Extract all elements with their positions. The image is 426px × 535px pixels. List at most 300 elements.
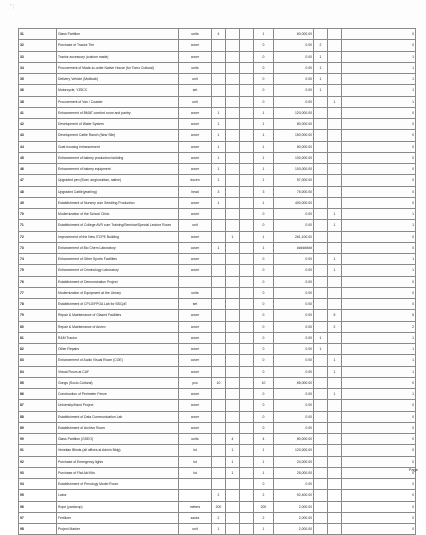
flag-x-cell	[314, 490, 328, 501]
flag-x-cell	[314, 197, 328, 208]
flag-y-cell	[328, 400, 342, 411]
table-row	[19, 389, 416, 400]
blank-cell	[240, 299, 254, 310]
row-number-cell: 84	[19, 366, 57, 377]
quantity-cell	[212, 265, 226, 276]
blank-cell	[240, 254, 254, 265]
quantity-cell	[212, 389, 226, 400]
remaining-cell: 1	[342, 96, 416, 107]
cost-cell: 100,000.00	[274, 164, 314, 175]
flag-x-cell: 1	[314, 344, 328, 355]
remaining-cell: 0	[342, 512, 416, 523]
item-description-cell: Other Repairs	[57, 344, 179, 355]
quantity-cell	[212, 51, 226, 62]
quantity-alt-cell	[226, 209, 240, 220]
table-row	[19, 467, 416, 478]
blank-cell	[240, 62, 254, 73]
quantity-alt-cell	[226, 220, 240, 231]
row-number-cell: 88	[19, 411, 57, 422]
row-number-cell: 77	[19, 287, 57, 298]
flag-y-cell	[328, 299, 342, 310]
total-quantity-cell: 0	[254, 85, 274, 96]
row-number-cell: 71	[19, 220, 57, 231]
item-description-cell: Upgraded Cattle(yearling)	[57, 186, 179, 197]
remaining-cell: 0	[342, 377, 416, 388]
flag-y-cell	[328, 479, 342, 490]
table-row	[19, 242, 416, 253]
cost-cell: 0.00	[274, 96, 314, 107]
row-number-cell: 43	[19, 130, 57, 141]
flag-x-cell: 1	[314, 62, 328, 73]
total-quantity-cell: 1	[254, 524, 274, 535]
flag-y-cell	[328, 411, 342, 422]
blank-cell	[240, 524, 254, 535]
unit-cell: cover	[179, 231, 212, 242]
flag-y-cell	[328, 62, 342, 73]
flag-y-cell	[328, 152, 342, 163]
table-row	[19, 512, 416, 523]
row-number-cell: 92	[19, 456, 57, 467]
cost-cell: 0.00	[274, 51, 314, 62]
item-description-cell: Purchase of Emergency lights	[57, 456, 179, 467]
flag-y-cell	[328, 175, 342, 186]
item-description-cell: Project Marker	[57, 524, 179, 535]
quantity-cell	[212, 40, 226, 51]
item-description-cell: Modernization of Equipment at the Library	[57, 287, 179, 298]
table-row	[19, 141, 416, 152]
item-description-cell: Purchase of Flat Aid Kits	[57, 467, 179, 478]
flag-x-cell	[314, 445, 328, 456]
item-description-cell: Enhancement of bakery production building	[57, 152, 179, 163]
total-quantity-cell: 2	[254, 490, 274, 501]
quantity-cell: 3	[212, 186, 226, 197]
corner-mark: “ ;	[10, 4, 15, 10]
table-row	[19, 265, 416, 276]
spreadsheet-table	[18, 28, 416, 535]
total-quantity-cell: 3	[254, 186, 274, 197]
unit-cell: cover	[179, 355, 212, 366]
blank-cell	[240, 265, 254, 276]
remaining-cell: 0	[342, 411, 416, 422]
row-number-cell: 74	[19, 254, 57, 265]
quantity-alt-cell	[226, 186, 240, 197]
row-number-cell: 94	[19, 479, 57, 490]
table-row	[19, 479, 416, 490]
remaining-cell: 0	[342, 445, 416, 456]
row-number-cell: 42	[19, 119, 57, 130]
item-description-cell: Purchase of Tractor Tire	[57, 40, 179, 51]
flag-x-cell: 2	[314, 40, 328, 51]
blank-cell	[240, 422, 254, 433]
blank-cell	[240, 119, 254, 130]
cost-cell: 65,000.00	[274, 377, 314, 388]
flag-y-cell: 1	[328, 389, 342, 400]
table-row	[19, 355, 416, 366]
unit-cell: unit	[179, 74, 212, 85]
flag-y-cell	[328, 29, 342, 40]
row-number-cell: 31	[19, 29, 57, 40]
total-quantity-cell: 0	[254, 51, 274, 62]
table-row	[19, 377, 416, 388]
cost-cell: 92,400.00	[274, 490, 314, 501]
total-quantity-cell: 1	[254, 130, 274, 141]
table-row	[19, 434, 416, 445]
row-number-cell: 81	[19, 332, 57, 343]
row-number-cell: 82	[19, 344, 57, 355]
flag-x-cell	[314, 265, 328, 276]
flag-y-cell	[328, 377, 342, 388]
unit-cell: cover	[179, 310, 212, 321]
unit-cell: cover	[179, 254, 212, 265]
quantity-cell	[212, 276, 226, 287]
cost-cell: 57,000.00	[274, 175, 314, 186]
flag-x-cell	[314, 366, 328, 377]
flag-y-cell	[328, 287, 342, 298]
quantity-cell	[212, 411, 226, 422]
flag-y-cell	[328, 242, 342, 253]
cost-cell: 0.00	[274, 310, 314, 321]
remaining-cell: 0	[342, 299, 416, 310]
remaining-cell: 0	[342, 479, 416, 490]
unit-cell: cover	[179, 411, 212, 422]
flag-y-cell	[328, 344, 342, 355]
row-number-cell: 33	[19, 51, 57, 62]
quantity-cell	[212, 355, 226, 366]
unit-cell: cover	[179, 209, 212, 220]
cost-cell: 0.00	[274, 40, 314, 51]
row-number-cell: 76	[19, 276, 57, 287]
unit-cell: pcs	[179, 377, 212, 388]
blank-cell	[240, 479, 254, 490]
row-number-cell: 85	[19, 377, 57, 388]
remaining-cell: 0	[342, 400, 416, 411]
quantity-alt-cell	[226, 287, 240, 298]
remaining-cell: 0	[342, 164, 416, 175]
unit-cell: unit	[179, 220, 212, 231]
total-quantity-cell: 0	[254, 254, 274, 265]
unit-cell: cover	[179, 242, 212, 253]
quantity-cell	[212, 344, 226, 355]
total-quantity-cell: 0	[254, 422, 274, 433]
unit-cell: cover	[179, 344, 212, 355]
remaining-cell: 0	[342, 175, 416, 186]
unit-cell: unit	[179, 96, 212, 107]
flag-y-cell	[328, 74, 342, 85]
row-number-cell: 45	[19, 152, 57, 163]
total-quantity-cell: 0	[254, 299, 274, 310]
blank-cell	[240, 445, 254, 456]
remaining-cell: 0	[342, 197, 416, 208]
item-description-cell: Procurement of Van / Coaster	[57, 96, 179, 107]
item-description-cell: Establishment of College AVR cum Training/Seminar/Special Lecture Room	[57, 220, 179, 231]
blank-cell	[240, 74, 254, 85]
total-quantity-cell: 0	[254, 220, 274, 231]
flag-x-cell: 1	[314, 332, 328, 343]
quantity-cell: 1	[212, 164, 226, 175]
quantity-alt-cell	[226, 422, 240, 433]
blank-cell	[240, 276, 254, 287]
blank-cell	[240, 29, 254, 40]
table-row	[19, 490, 416, 501]
unit-cell: lot	[179, 456, 212, 467]
cost-cell: 0.00	[274, 85, 314, 96]
quantity-alt-cell	[226, 344, 240, 355]
flag-y-cell	[328, 85, 342, 96]
unit-cell: set	[179, 299, 212, 310]
row-number-cell: 34	[19, 62, 57, 73]
flag-y-cell: 1	[328, 265, 342, 276]
quantity-alt-cell	[226, 197, 240, 208]
cost-cell: 0.00	[274, 400, 314, 411]
blank-cell	[240, 321, 254, 332]
cost-cell: 0.00	[274, 332, 314, 343]
flag-x-cell	[314, 164, 328, 175]
remaining-cell: 1	[342, 85, 416, 96]
total-quantity-cell: 0	[254, 411, 274, 422]
quantity-cell	[212, 96, 226, 107]
quantity-cell	[212, 231, 226, 242]
table-row	[19, 175, 416, 186]
flag-y-cell	[328, 501, 342, 512]
item-description-cell: Virtual Room at CAF	[57, 366, 179, 377]
total-quantity-cell: 1	[254, 164, 274, 175]
blank-cell	[240, 197, 254, 208]
flag-x-cell	[314, 422, 328, 433]
quantity-cell	[212, 299, 226, 310]
row-number-cell: 75	[19, 265, 57, 276]
unit-cell: cover	[179, 51, 212, 62]
flag-x-cell	[314, 119, 328, 130]
item-description-cell: Establishment of Archive Room	[57, 422, 179, 433]
quantity-cell	[212, 220, 226, 231]
item-description-cell: Development of Water System	[57, 119, 179, 130]
flag-x-cell	[314, 107, 328, 118]
table-row	[19, 107, 416, 118]
flag-y-cell	[328, 445, 342, 456]
unit-cell: unit	[179, 524, 212, 535]
total-quantity-cell: 0	[254, 355, 274, 366]
total-quantity-cell: 10	[254, 377, 274, 388]
item-description-cell: University/Hand Project	[57, 400, 179, 411]
quantity-cell: 1	[212, 175, 226, 186]
item-description-cell: Construction of Perimeter Fence	[57, 389, 179, 400]
table-row	[19, 276, 416, 287]
remaining-cell: 1	[342, 209, 416, 220]
total-quantity-cell: 0	[254, 40, 274, 51]
flag-y-cell	[328, 119, 342, 130]
cost-cell: 80,000.00	[274, 119, 314, 130]
quantity-alt-cell	[226, 152, 240, 163]
table-row	[19, 445, 416, 456]
blank-cell	[240, 85, 254, 96]
blank-cell	[240, 400, 254, 411]
remaining-cell: 1	[342, 389, 416, 400]
unit-cell: sacks	[179, 512, 212, 523]
remaining-cell: 0	[342, 107, 416, 118]
table-row	[19, 366, 416, 377]
total-quantity-cell: 4	[254, 434, 274, 445]
item-description-cell: Gongs (Socio-Cultural)	[57, 377, 179, 388]
flag-y-cell	[328, 186, 342, 197]
quantity-alt-cell	[226, 164, 240, 175]
remaining-cell: 1	[342, 220, 416, 231]
total-quantity-cell: 0	[254, 400, 274, 411]
unit-cell: cover	[179, 119, 212, 130]
cost-cell: 0.00	[274, 366, 314, 377]
quantity-alt-cell	[226, 310, 240, 321]
remaining-cell: 1	[342, 355, 416, 366]
unit-cell: lot	[179, 445, 212, 456]
cost-cell: 25,000.00	[274, 467, 314, 478]
table-row	[19, 130, 416, 141]
total-quantity-cell: 0	[254, 62, 274, 73]
flag-y-cell	[328, 512, 342, 523]
quantity-alt-cell	[226, 366, 240, 377]
quantity-cell	[212, 287, 226, 298]
unit-cell: units	[179, 434, 212, 445]
cost-cell: 0.00	[274, 299, 314, 310]
table-row	[19, 51, 416, 62]
quantity-cell: 200	[212, 501, 226, 512]
unit-cell: cover	[179, 197, 212, 208]
remaining-cell: 1	[342, 62, 416, 73]
blank-cell	[240, 344, 254, 355]
quantity-alt-cell	[226, 411, 240, 422]
unit-cell	[179, 479, 212, 490]
unit-cell: units	[179, 29, 212, 40]
remaining-cell: 5	[342, 310, 416, 321]
quantity-alt-cell	[226, 389, 240, 400]
cost-cell: 0.00	[274, 276, 314, 287]
remaining-cell: 0	[342, 231, 416, 242]
blank-cell	[240, 377, 254, 388]
quantity-cell: 1	[212, 119, 226, 130]
total-quantity-cell: 1	[254, 445, 274, 456]
flag-y-cell	[328, 456, 342, 467]
flag-y-cell: 2	[328, 321, 342, 332]
remaining-cell: 0	[342, 29, 416, 40]
row-number-cell: 95	[19, 490, 57, 501]
row-number-cell: 41	[19, 107, 57, 118]
unit-cell: cover	[179, 107, 212, 118]
blank-cell	[240, 220, 254, 231]
quantity-cell	[212, 74, 226, 85]
table-row	[19, 197, 416, 208]
page-footer: Page	[408, 467, 418, 472]
quantity-alt-cell	[226, 107, 240, 118]
cost-cell: 2,000.00	[274, 501, 314, 512]
row-number-cell: 90	[19, 434, 57, 445]
quantity-alt-cell	[226, 501, 240, 512]
table-row	[19, 411, 416, 422]
item-description-cell: Upgraded pen (Boer, anglonubian, native)	[57, 175, 179, 186]
unit-cell: cover	[179, 152, 212, 163]
flag-x-cell	[314, 467, 328, 478]
unit-cell: dozen	[179, 175, 212, 186]
cost-cell: 150,000.00	[274, 130, 314, 141]
blank-cell	[240, 152, 254, 163]
flag-x-cell	[314, 29, 328, 40]
flag-x-cell	[314, 400, 328, 411]
item-description-cell: Repair & Maintenance of Glazed Facilities	[57, 310, 179, 321]
item-description-cell: Tractor accessory (custom made)	[57, 51, 179, 62]
flag-x-cell	[314, 96, 328, 107]
quantity-alt-cell	[226, 130, 240, 141]
flag-x-cell	[314, 501, 328, 512]
cost-cell: 2,000.00	[274, 524, 314, 535]
remaining-cell: 1	[342, 254, 416, 265]
unit-cell	[179, 490, 212, 501]
remaining-cell: 0	[342, 524, 416, 535]
unit-cell: cover	[179, 141, 212, 152]
flag-y-cell: 1	[328, 209, 342, 220]
remaining-cell: 0	[342, 501, 416, 512]
cost-cell: 0.00	[274, 355, 314, 366]
flag-x-cell	[314, 456, 328, 467]
blank-cell	[240, 332, 254, 343]
cost-cell: 120,000.00	[274, 107, 314, 118]
remaining-cell: 0	[342, 119, 416, 130]
row-number-cell: 72	[19, 231, 57, 242]
blank-cell	[240, 490, 254, 501]
flag-y-cell: 1	[328, 355, 342, 366]
item-description-cell: Development Cattle Ranch (New Site)	[57, 130, 179, 141]
quantity-cell: 1	[212, 524, 226, 535]
item-description-cell: Enhancement of bakery equipment	[57, 164, 179, 175]
quantity-cell	[212, 209, 226, 220]
table-row	[19, 501, 416, 512]
blank-cell	[240, 456, 254, 467]
flag-x-cell	[314, 231, 328, 242]
cost-cell: 0.00	[274, 389, 314, 400]
blank-cell	[240, 51, 254, 62]
quantity-alt-cell: 1	[226, 445, 240, 456]
unit-cell: cover	[179, 332, 212, 343]
item-description-cell: Enhancement of BMAT comfort room and pantry	[57, 107, 179, 118]
item-description-cell: Modernization of the School Clinic	[57, 209, 179, 220]
flag-x-cell	[314, 242, 328, 253]
item-description-cell: Improvement of the New ITCPE Building	[57, 231, 179, 242]
flag-x-cell	[314, 141, 328, 152]
row-number-cell: 48	[19, 186, 57, 197]
flag-x-cell: 1	[314, 74, 328, 85]
flag-y-cell: 1	[328, 220, 342, 231]
total-quantity-cell: 1	[254, 107, 274, 118]
cost-cell: 0.00	[274, 254, 314, 265]
cost-cell: 400,000.00	[274, 197, 314, 208]
table-row	[19, 344, 416, 355]
item-description-cell: Establishment of Nursery cum Seedling Production	[57, 197, 179, 208]
flag-x-cell	[314, 377, 328, 388]
quantity-alt-cell: 4	[226, 434, 240, 445]
item-description-cell: Labor	[57, 490, 179, 501]
flag-x-cell	[314, 355, 328, 366]
total-quantity-cell: 1	[254, 175, 274, 186]
unit-cell: cover	[179, 40, 212, 51]
flag-y-cell	[328, 490, 342, 501]
row-number-cell: 89	[19, 422, 57, 433]
cost-cell: 80,000.00	[274, 434, 314, 445]
item-description-cell: Rope (yardcrop)	[57, 501, 179, 512]
flag-y-cell	[328, 107, 342, 118]
quantity-cell	[212, 422, 226, 433]
table-row	[19, 209, 416, 220]
row-number-cell: 78	[19, 299, 57, 310]
blank-cell	[240, 186, 254, 197]
row-number-cell: 97	[19, 512, 57, 523]
table-row	[19, 119, 416, 130]
flag-x-cell	[314, 130, 328, 141]
